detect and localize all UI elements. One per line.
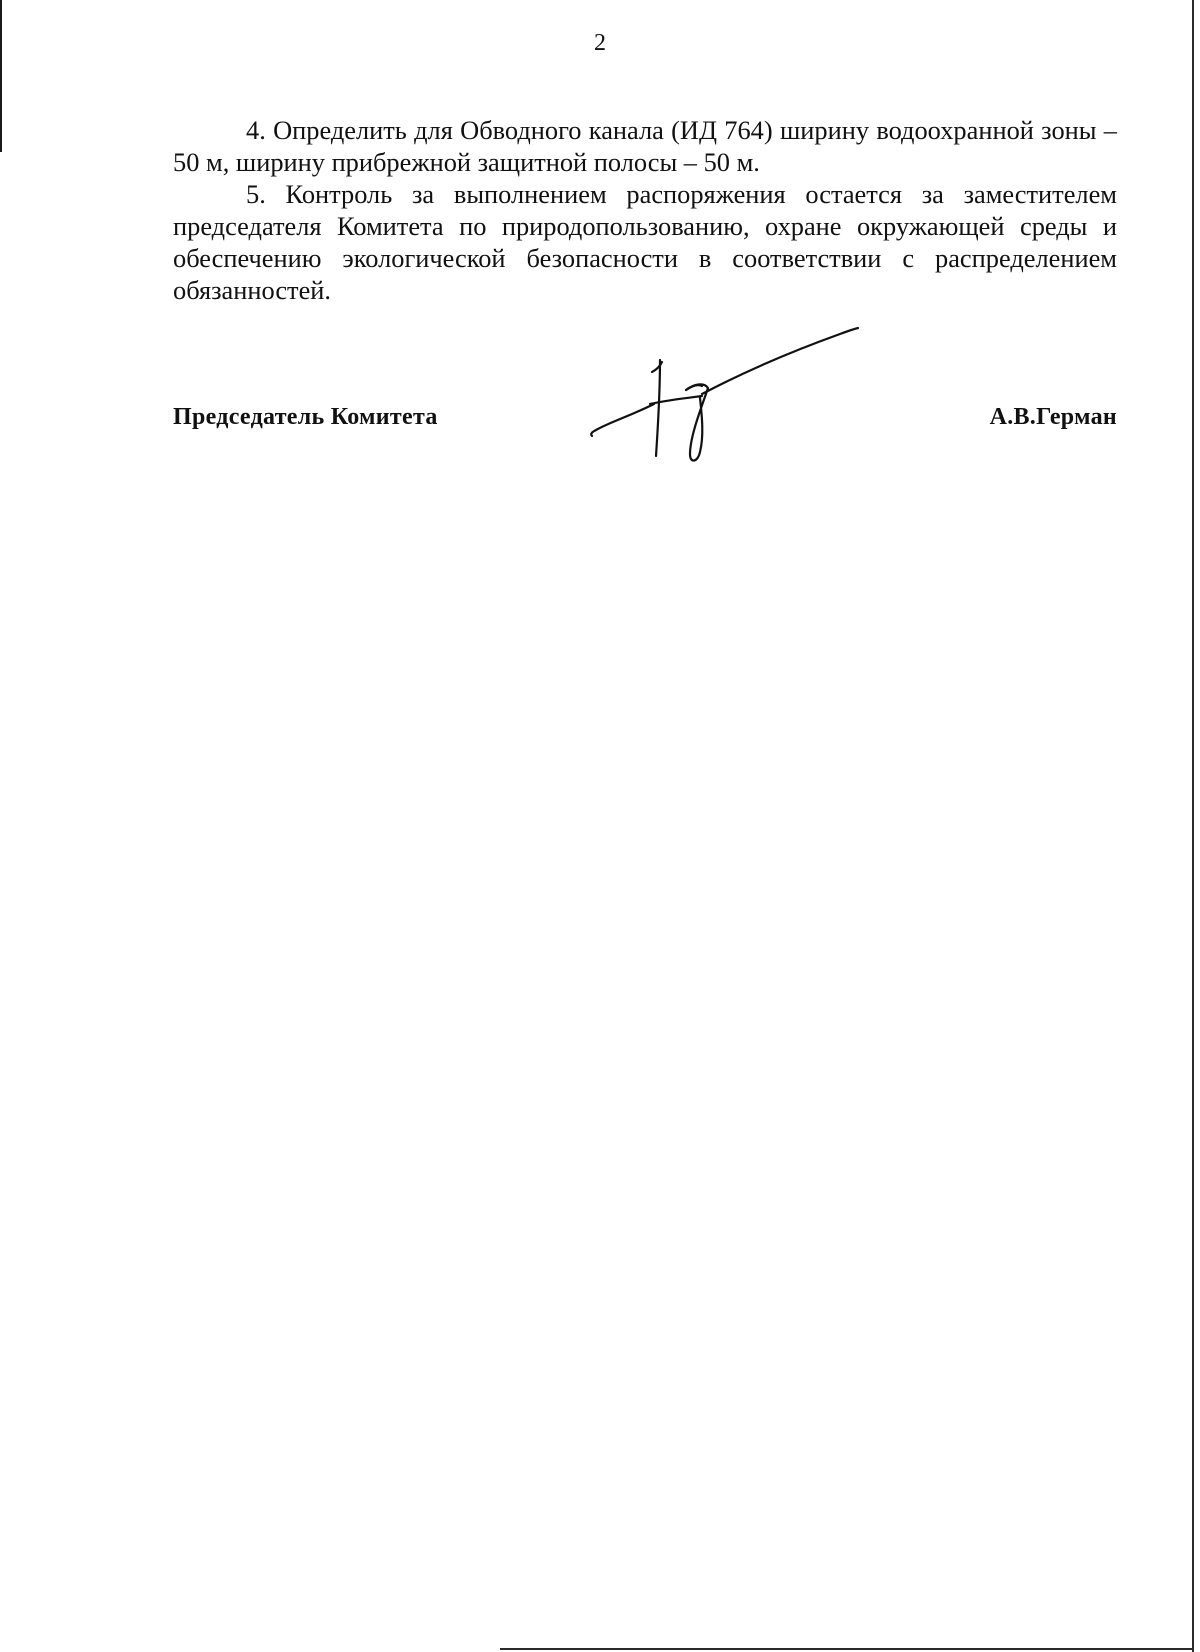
paragraph-5: 5. Контроль за выполнением распоряжения остается за заместителем председателя Комитета по природопользованию, охране окружающей среды и обеспечению экологической безопасности в соответствии с распределением обязанностей. (173, 179, 1117, 305)
page-number: 2 (594, 30, 606, 56)
scan-edge-right (1192, 0, 1194, 1652)
handwritten-signature (590, 326, 890, 486)
scan-edge-left (0, 0, 2, 152)
scan-edge-bottom (500, 1648, 1194, 1650)
paragraph-4: 4. Определить для Обводного канала (ИД 764) ширину водоохранной зоны – 50 м, ширину прибрежной защитной полосы – 50 м. (173, 115, 1117, 177)
signatory-position: Председатель Комитета (173, 404, 438, 430)
document-body (173, 114, 1117, 306)
signatory-name: А.В.Герман (989, 404, 1117, 430)
